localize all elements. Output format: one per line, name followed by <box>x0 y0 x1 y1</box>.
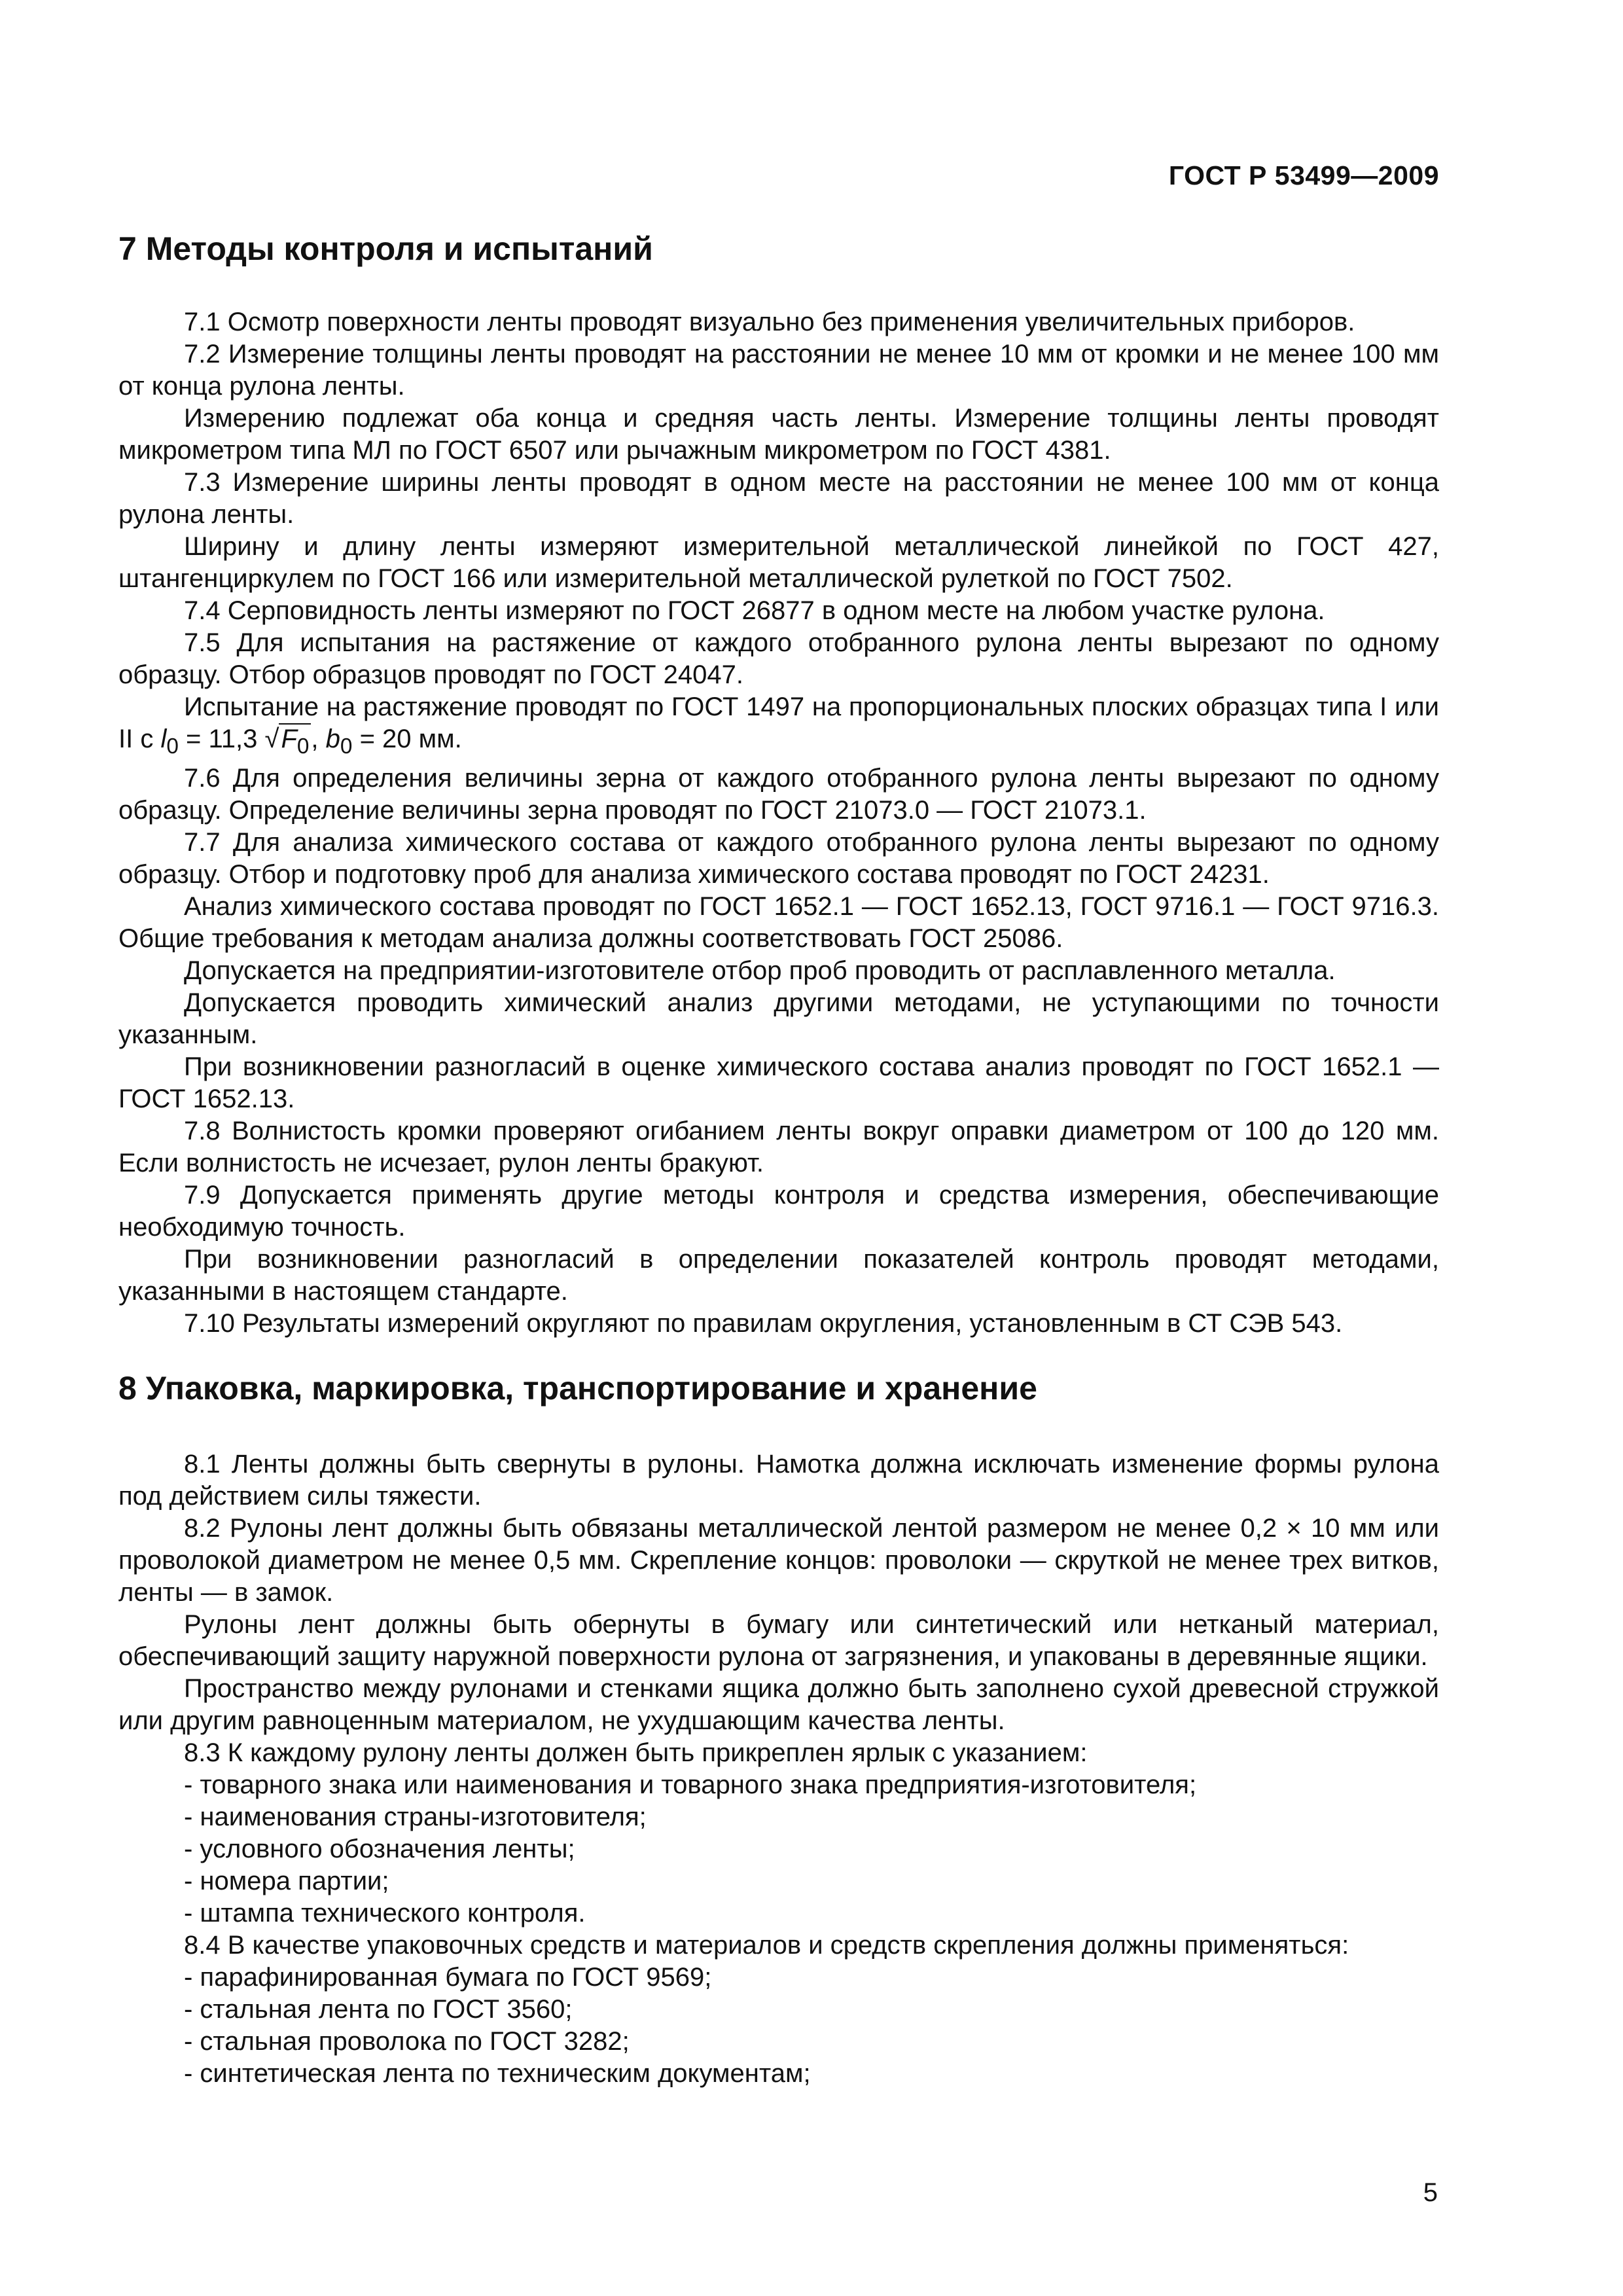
paragraph-8-3: 8.3 К каждому рулону ленты должен быть прикреплен ярлык с указанием: <box>184 1738 1088 1767</box>
paragraph-7-9: 7.9 Допускается применять другие методы контроля и средства измерения, обеспечивающие необходимую точность. <box>118 1181 1439 1242</box>
symbol-l: l <box>160 725 167 753</box>
subscript-b0: 0 <box>340 734 353 759</box>
list-item: - условного обозначения ленты; <box>184 1835 575 1863</box>
list-item: - штампа технического контроля. <box>184 1899 586 1928</box>
page-number: 5 <box>1423 2178 1438 2207</box>
subscript-F0: 0 <box>296 734 310 759</box>
paragraph-7-2: 7.2 Измерение толщины ленты проводят на расстоянии не менее 10 мм от кромки и не менее 100 мм от конца рулона ленты. <box>118 340 1439 401</box>
paragraph-8-1: 8.1 Ленты должны быть свернуты в рулоны. Намотка должна исключать изменение формы рулона под действием силы тяжести. <box>118 1450 1439 1511</box>
list-item: - стальная проволока по ГОСТ 3282; <box>184 2027 630 2056</box>
paragraph-8-2-wrapping: Рулоны лент должны быть обернуты в бумагу или синтетический или нетканый материал, обеспечивающий защиту наружной поверхности рулона от загрязнения, и упакованы в деревянные ящики. <box>118 1610 1439 1671</box>
formula-separator: , <box>311 725 326 753</box>
paragraph-7-7-disputes: При возникновении разногласий в оценке химического состава анализ проводят по ГОСТ 1652.1 — ГОСТ 1652.13. <box>118 1052 1439 1113</box>
paragraph-7-9-disputes: При возникновении разногласий в определении показателей контроль проводят методами, указанными в настоящем стандарте. <box>118 1245 1439 1306</box>
tensile-text: Испытание на растяжение проводят по ГОСТ 1497 на пропорциональных плоских образцах типа I или II с <box>118 692 1439 753</box>
formula-equals-coefficient: = 11,3 <box>178 725 265 753</box>
paragraph-7-6: 7.6 Для определения величины зерна от каждого отобранного рулона ленты вырезают по одному образцу. Определение величины зерна проводят по ГОСТ 21073.0 — ГОСТ 21073.1. <box>118 764 1439 825</box>
paragraph-7-7-sampling: Допускается на предприятии-изготовителе отбор проб проводить от расплавленного металла. <box>184 956 1336 985</box>
list-item: - номера партии; <box>184 1867 389 1895</box>
page-content <box>118 229 1439 2090</box>
paragraph-8-4: 8.4 В качестве упаковочных средств и материалов и средств скрепления должны применяться: <box>184 1931 1349 1960</box>
paragraph-8-2-filling: Пространство между рулонами и стенками ящика должно быть заполнено сухой древесной стружкой или другим равноценным материалом, не ухудшающим качества ленты. <box>118 1674 1439 1735</box>
subscript-l0: 0 <box>166 734 179 759</box>
formula-b0-value: = 20 мм. <box>352 725 462 753</box>
paragraph-7-4: 7.4 Серповидность ленты измеряют по ГОСТ 26877 в одном месте на любом участке рулона. <box>184 596 1325 625</box>
list-item: - парафинированная бумага по ГОСТ 9569; <box>184 1963 712 1992</box>
list-item: - наименования страны-изготовителя; <box>184 1803 647 1831</box>
paragraph-7-5-tensile <box>118 691 1439 762</box>
section-8-heading: 8 Упаковка, маркировка, транспортирование и хранение <box>118 1370 1037 1407</box>
paragraph-8-2: 8.2 Рулоны лент должны быть обвязаны металлической лентой размером не менее 0,2 × 10 мм или проволокой диаметром не менее 0,5 мм. Скрепление концов: проволоки — скруткой не менее трех витков, ленты — в замок. <box>118 1514 1439 1607</box>
list-item: - синтетическая лента по техническим документам; <box>184 2059 811 2088</box>
paragraph-7-3-continued: Ширину и длину ленты измеряют измерительной металлической линейкой по ГОСТ 427, штангенциркулем по ГОСТ 166 или измерительной металлической рулеткой по ГОСТ 7502. <box>118 532 1439 593</box>
paragraph-7-3: 7.3 Измерение ширины ленты проводят в одном месте на расстоянии не менее 100 мм от конца рулона ленты. <box>118 468 1439 529</box>
paragraph-7-5: 7.5 Для испытания на растяжение от каждого отобранного рулона ленты вырезают по одному образцу. Отбор образцов проводят по ГОСТ 24047. <box>118 628 1439 689</box>
paragraph-7-10: 7.10 Результаты измерений округляют по правилам округления, установленным в СТ СЭВ 543. <box>184 1309 1343 1338</box>
list-item: - стальная лента по ГОСТ 3560; <box>184 1995 573 2024</box>
symbol-F: F <box>281 725 297 753</box>
list-item: - товарного знака или наименования и товарного знака предприятия-изготовителя; <box>184 1770 1197 1799</box>
paragraph-7-7-analysis: Анализ химического состава проводят по ГОСТ 1652.1 — ГОСТ 1652.13, ГОСТ 9716.1 — ГОСТ 9716.3. Общие требования к методам анализа должны соответствовать ГОСТ 25086. <box>118 892 1439 953</box>
symbol-b: b <box>325 725 340 753</box>
paragraph-7-2-continued: Измерению подлежат оба конца и средняя часть ленты. Измерение толщины ленты проводят микрометром типа МЛ по ГОСТ 6507 или рычажным микрометром по ГОСТ 4381. <box>118 404 1439 465</box>
paragraph-7-1: 7.1 Осмотр поверхности ленты проводят визуально без применения увеличительных приборов. <box>184 308 1355 336</box>
sqrt-symbol: √ <box>264 725 279 753</box>
document-code: ГОСТ Р 53499—2009 <box>1168 160 1439 190</box>
section-7-heading: 7 Методы контроля и испытаний <box>118 230 653 267</box>
paragraph-7-7-methods: Допускается проводить химический анализ другими методами, не уступающими по точности указанным. <box>118 988 1439 1049</box>
paragraph-7-8: 7.8 Волнистость кромки проверяют огибанием ленты вокруг оправки диаметром от 100 до 120 мм. Если волнистость не исчезает, рулон ленты бракуют. <box>118 1117 1439 1177</box>
paragraph-7-7: 7.7 Для анализа химического состава от каждого отобранного рулона ленты вырезают по одному образцу. Отбор и подготовку проб для анализа химического состава проводят по ГОСТ 24231. <box>118 828 1439 889</box>
sqrt-radicand <box>279 723 311 759</box>
